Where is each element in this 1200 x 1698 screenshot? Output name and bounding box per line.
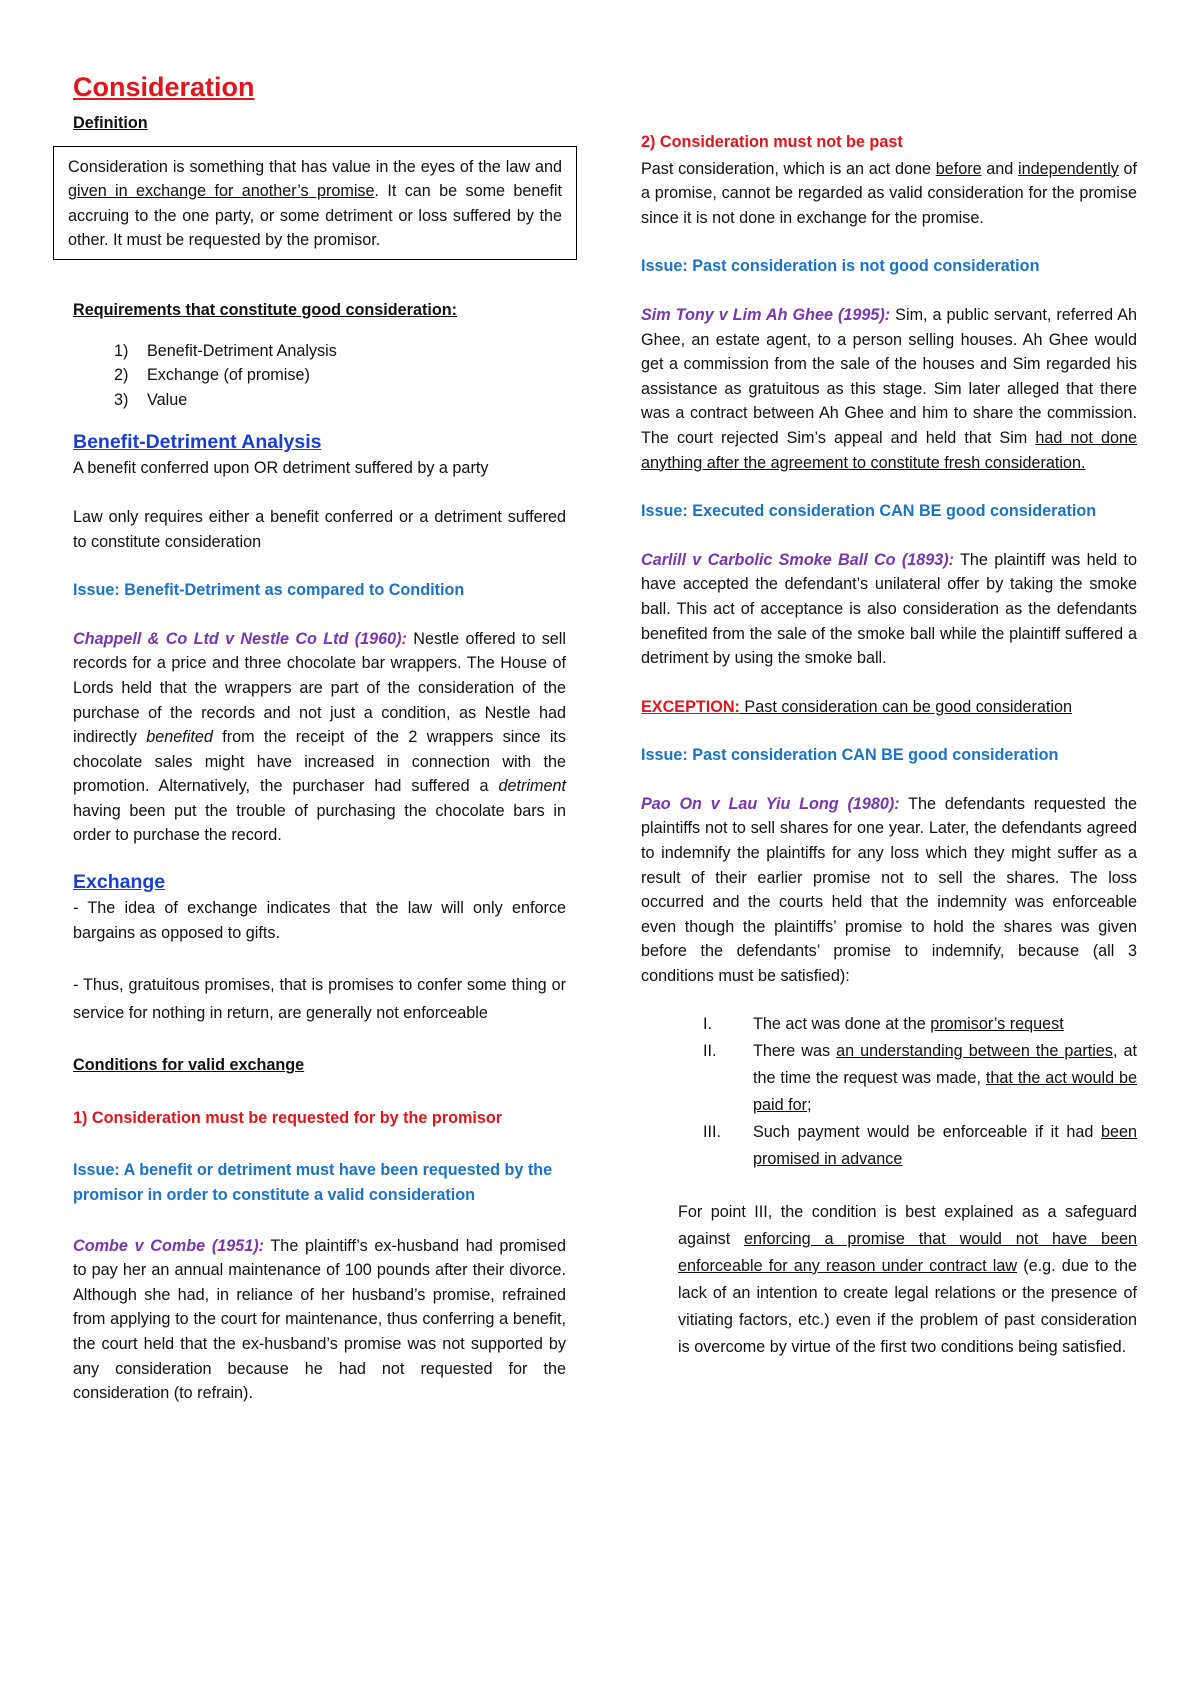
issue-executed: Issue: Executed consideration CAN BE good consideration xyxy=(641,502,1097,521)
case-text: Nestle offered to sell records for a price and three chocolate bar wrappers. The House of Lords held that the wrappers are part of the consideration of the purchase of the records and not just a condition, as Nestle had indirectly xyxy=(73,629,566,747)
list-item xyxy=(73,339,566,364)
text: , at the time the request was made, xyxy=(753,1041,1137,1087)
requirements-list xyxy=(73,339,566,413)
underlined-text: an understanding between the parties xyxy=(836,1041,1113,1060)
underlined-text: had not done anything after the agreement to constitute fresh consideration. xyxy=(641,428,1137,472)
point-3-explanation xyxy=(678,1199,1137,1361)
exception-text: Past consideration can be good consideration xyxy=(739,697,1073,716)
list-text: Exchange (of promise) xyxy=(147,366,310,385)
condition-1-issue: Issue: A benefit or detriment must have been requested by the promisor in order to constitute a valid consideration xyxy=(73,1161,553,1205)
case-name: Combe v Combe (1951): xyxy=(73,1236,265,1255)
list-item xyxy=(641,1038,1137,1119)
underlined-text: independently xyxy=(1018,159,1119,178)
list-number: I. xyxy=(703,1014,712,1033)
list-number: 1) xyxy=(114,341,129,360)
list-item xyxy=(641,1119,1137,1173)
list-number: 2) xyxy=(114,366,129,385)
condition-1-heading: 1) Consideration must be requested for by the promisor xyxy=(73,1108,503,1127)
case-chappell xyxy=(73,627,566,848)
definition-text-2: . It can be some benefit accruing to the one party, or some detriment or loss suffered by the other. It must be requested by the promisor. xyxy=(68,182,562,250)
list-number: II. xyxy=(703,1041,717,1060)
text: and xyxy=(981,159,1018,178)
exchange-paragraph-2: - Thus, gratuitous promises, that is promises to confer some thing or service for nothing in return, are generally not enforceable xyxy=(73,976,566,1023)
text: There was xyxy=(753,1041,837,1060)
condition-2-heading: 2) Consideration must not be past xyxy=(641,133,903,151)
text: The act was done at the xyxy=(753,1014,931,1033)
list-text: Value xyxy=(147,390,188,409)
text: (e.g. due to the lack of an intention to create legal relations or the presence of vitiating factors, etc.) even if the problem of past consideration is overcome by virtue of the first two conditions being satisfied. xyxy=(678,1256,1137,1356)
case-italic-benefited: benefited xyxy=(146,728,213,747)
definition-heading: Definition xyxy=(73,114,148,132)
list-item xyxy=(73,388,566,413)
case-sim xyxy=(641,303,1137,475)
list-number: 3) xyxy=(114,390,129,409)
text: Past consideration, which is an act done xyxy=(641,159,936,178)
definition-box xyxy=(53,146,577,260)
list-text: Benefit-Detriment Analysis xyxy=(147,341,337,360)
case-name: Carlill v Carbolic Smoke Ball Co (1893): xyxy=(641,550,955,569)
pao-on-conditions-list xyxy=(641,1011,1137,1173)
list-number: III. xyxy=(703,1122,721,1141)
case-text: The defendants requested the plaintiffs not to sell shares for one year. Later, the defendants agreed to indemnify the plaintiffs for any loss which they might suffer as a result of their earlier promise not to sell the shares. The loss occurred and the courts held that the indemnity was enforceable even though the plaintiffs’ promise to hold the shares was given before the defendants’ promise to indemnify, because (all 3 conditions must be satisfied): xyxy=(641,794,1137,986)
exception-label: EXCEPTION: xyxy=(641,697,740,716)
text: For point III, the condition is best explained as a safeguard against xyxy=(678,1202,1137,1248)
underlined-text: that the act would be paid for; xyxy=(753,1068,1137,1114)
case-name: Chappell & Co Ltd v Nestle Co Ltd (1960): xyxy=(73,629,407,648)
definition-text-underlined: given in exchange for another’s promise xyxy=(68,182,375,201)
list-item xyxy=(641,1011,1137,1038)
list-item xyxy=(73,363,566,388)
issue-past-can-be-good: Issue: Past consideration CAN BE good consideration xyxy=(641,746,1059,765)
underlined-text: before xyxy=(935,159,982,178)
case-name: Sim Tony v Lim Ah Ghee (1995): xyxy=(641,305,891,324)
text: of a promise, cannot be regarded as valid consideration for the promise since it is not done in exchange for the promise. xyxy=(641,159,1138,227)
issue-benefit-detriment: Issue: Benefit-Detriment as compared to Condition xyxy=(73,581,465,600)
case-text: having been put the trouble of purchasing the chocolate bars in order to purchase the record. xyxy=(73,801,566,845)
past-consideration-paragraph xyxy=(641,157,1137,231)
case-text: from the receipt of the 2 wrappers since its chocolate sales might have increased in connection with the promotion. Alternatively, the purchaser had suffered a xyxy=(73,728,567,796)
left-column xyxy=(68,0,567,1406)
page-title: Consideration xyxy=(73,72,255,102)
conditions-heading: Conditions for valid exchange xyxy=(73,1056,305,1075)
case-text: The plaintiff’s ex-husband had promised to pay her an annual maintenance of 100 pounds after their divorce. Although she had, in reliance of her husband’s promise, refrained from applying to the court for maintenance, thus conferring a benefit, the court held that the ex-husband’s promise was not supported by any consideration because he had not requested for the consideration (to refrain). xyxy=(73,1236,566,1403)
requirements-heading: Requirements that constitute good consideration: xyxy=(73,300,458,319)
underlined-text: enforcing a promise that would not have been enforceable for any reason under contract law xyxy=(678,1229,1137,1275)
case-combe xyxy=(73,1234,566,1406)
exception-line xyxy=(641,695,1137,720)
section-heading-exchange: Exchange xyxy=(73,871,166,894)
exchange-paragraph-1: - The idea of exchange indicates that the law will only enforce bargains as opposed to gifts. xyxy=(73,899,566,942)
case-carlill xyxy=(641,548,1137,671)
case-text: Sim, a public servant, referred Ah Ghee, an estate agent, to a person selling houses. Ah Ghee would get a commission from the sale of the houses and Sim regarded his assistance as gratuitous as this stage. Sim later alleged that there was a contract between Ah Ghee and him to share the commission. The court rejected Sim’s appeal and held that Sim xyxy=(641,305,1137,447)
case-name: Pao On v Lau Yiu Long (1980): xyxy=(641,794,900,813)
right-column xyxy=(641,0,1137,1361)
issue-past-not-good: Issue: Past consideration is not good consideration xyxy=(641,257,1040,276)
case-pao-on xyxy=(641,792,1137,989)
case-text: The plaintiff was held to have accepted the defendant’s unilateral offer by taking the smoke ball. This act of acceptance is also consideration as the defendants benefited from the sale of the smoke ball while the plaintiff suffered a detriment by using the smoke ball. xyxy=(641,550,1137,668)
underlined-text: been promised in advance xyxy=(753,1122,1137,1168)
text: Such payment would be enforceable if it had xyxy=(753,1122,1101,1141)
bd-paragraph-2: Law only requires either a benefit conferred or a detriment suffered to constitute consideration xyxy=(73,507,566,551)
definition-text-1: Consideration is something that has value in the eyes of the law and xyxy=(68,157,562,176)
bd-paragraph-1: A benefit conferred upon OR detriment suffered by a party xyxy=(73,459,489,478)
case-italic-detriment: detriment xyxy=(498,777,566,796)
underlined-text: promisor’s request xyxy=(930,1014,1064,1033)
section-heading-benefit-detriment: Benefit-Detriment Analysis xyxy=(73,431,322,454)
